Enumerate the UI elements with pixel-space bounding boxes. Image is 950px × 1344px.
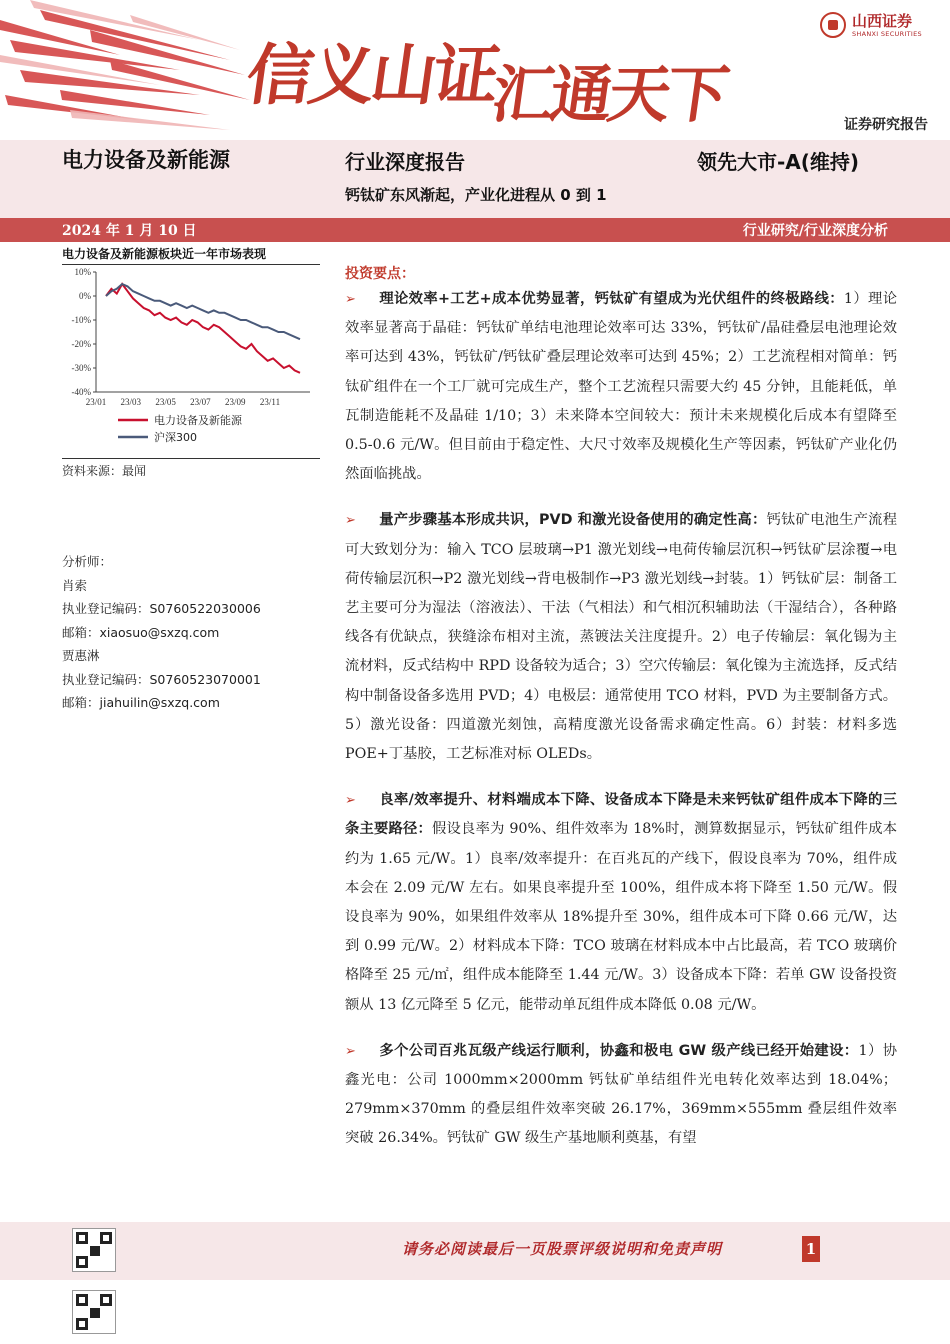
disclaimer-notice: 请务必阅读最后一页股票评级说明和免责声明 <box>402 1240 723 1258</box>
x-tick-label: 23/09 <box>224 397 246 407</box>
analyst-line: 贾惠淋 <box>62 648 100 663</box>
paragraph-lead: 量产步骤基本形成共识，PVD 和激光设备使用的确定性高： <box>379 512 767 529</box>
qr-code-icon <box>72 1290 116 1334</box>
paragraph-text: 1）协鑫光电：公司 1000mm×2000mm 钙钛矿单结组件光电转化效率达到 18.04%；279mm×370mm 的叠层组件效率突破 26.17%，369mm×555mm 叠层组件效率突破 26.34%。钙钛矿 GW 级生产基地顺利奠基，有望 <box>345 1042 897 1147</box>
company-logo <box>818 8 938 42</box>
y-tick-label: -20% <box>71 339 91 349</box>
highlight-paragraph <box>345 506 897 769</box>
report-type: 行业深度报告 <box>345 150 465 174</box>
y-tick-label: -10% <box>71 315 91 325</box>
x-tick-label: 23/03 <box>120 397 142 407</box>
highlight-paragraph <box>345 786 897 1020</box>
highlight-paragraph <box>345 285 897 489</box>
paragraph-lead: 多个公司百兆瓦级产线运行顺利，协鑫和极电 GW 级产线已经开始建设： <box>379 1042 859 1059</box>
report-subtitle: 钙钛矿东风渐起，产业化进程从 0 到 1 <box>345 186 607 204</box>
slogan <box>241 22 734 131</box>
paragraph-lead: 理论效率+工艺+成本优势显著，钙钛矿有望成为光伏组件的终极路线： <box>379 291 844 307</box>
bullet-arrow-icon: ➢ <box>345 1043 356 1059</box>
investment-highlights <box>345 263 897 1171</box>
paragraph-lead: 良率/效率提升、材料端成本下降、设备成本下降是未来钙钛矿组件成本下降的三条主要路径： <box>345 792 897 838</box>
series-line <box>106 284 300 339</box>
analyst-info <box>62 550 261 715</box>
report-date: 2024 年 1 月 10 日 <box>62 223 197 239</box>
analyst-line: 肖索 <box>62 577 88 593</box>
logo-name-en: SHANXI SECURITIES <box>852 30 922 38</box>
x-tick-label: 23/05 <box>155 397 176 407</box>
chart-title: 电力设备及新能源板块近一年市场表现 <box>62 245 320 265</box>
rating: 领先大市-A(维持) <box>697 150 860 174</box>
paragraph-text: 钙钛矿电池生产流程可大致划分为：输入 TCO 层玻璃→P1 激光划线→电荷传输层沉积→钙钛矿层涂覆→电荷传输层沉积→P2 激光划线→背电极制作→P3 激光划线→封装。1）钙钛矿层：制备工艺主要可分为湿法（溶液法）、干法（气相法）和气相沉积辅助法（干湿结合），各种路线各有优缺点，狭缝涂布相对主流，蒸镀法关注度提升。2）电子传输层：氧化锡为主流材料，反式结构中 RPD 设备较为适合；3）空穴传输层：氧化镍为主流选择，反式结构中制备设备多选用 PVD；4）电极层：通常使用 TCO 材料，PVD 为主要制备方式。5）激光设备：四道激光刻蚀，高精度激光设备需求确定性高。6）封装：材料多选 POE+丁基胶，工艺标准对标 OLEDs。 <box>345 512 897 763</box>
y-tick-label: -40% <box>71 387 91 397</box>
x-tick-label: 23/11 <box>259 397 281 407</box>
bullet-arrow-icon: ➢ <box>345 793 356 809</box>
x-tick-label: 23/01 <box>85 397 107 407</box>
qr-code-icon <box>72 1228 116 1272</box>
analyst-line: 邮箱：jiahuilin@sxzq.com <box>62 695 220 710</box>
logo-name-cn: 山西证券 <box>852 12 913 30</box>
section-heading: 投资要点： <box>345 266 415 282</box>
highlight-paragraph <box>345 1037 897 1154</box>
chart-source: 资料来源：最闻 <box>62 458 320 479</box>
page-number: 1 <box>802 1236 820 1262</box>
document-type: 证券研究报告 <box>844 117 928 133</box>
sector-name: 电力设备及新能源 <box>62 148 230 172</box>
analyst-label: 分析师： <box>62 554 113 569</box>
y-tick-label: 0% <box>79 291 91 301</box>
x-tick-label: 23/07 <box>190 397 211 407</box>
y-tick-label: -30% <box>71 363 91 373</box>
bullet-arrow-icon: ➢ <box>345 513 356 529</box>
slogan-part2: 汇通天下 <box>487 58 730 131</box>
analyst-line: 执业登记编码：S0760523070001 <box>62 671 261 687</box>
header-banner <box>0 0 950 140</box>
analyst-line: 邮箱：xiaosuo@sxzq.com <box>62 624 220 640</box>
paragraph-text: 1）理论效率显著高于晶硅：钙钛矿单结电池理论效率可达 33%，钙钛矿/晶硅叠层电池理论效率可达到 43%，钙钛矿/钙钛矿叠层理论效率可达到 45%；2）工艺流程相对简单：钙钛矿组件在一个工厂就可完成生产，整个工艺流程只需要大约 45 分钟，且能耗低，单瓦制造能耗不及晶硅 1/10；3）未来降本空间较大：预计未来规模化后成本有望降至 0.5-0.6 元/W。但目前由于稳定性、大尺寸效率及规模化生产等因素，钙钛矿产业化仍然面临挑战。 <box>345 291 897 483</box>
analyst-line: 执业登记编码：S0760522030006 <box>62 601 261 616</box>
market-performance-chart <box>62 264 320 456</box>
bullet-arrow-icon: ➢ <box>345 292 356 307</box>
paragraph-text: 假设良率为 90%、组件效率为 18%时，测算数据显示，钙钛矿组件成本约为 1.65 元/W。1）良率/效率提升：在百兆瓦的产线下，假设良率为 70%，组件成本会在 2.09 元/W 左右。如果良率提升至 100%，组件成本将下降至 1.50 元/W。假设良率为 90%，如果组件效率从 18%提升至 30%，组件成本可下降 0.66 元/W，达到 0.99 元/W。2）材料成本下降：TCO 玻璃在材料成本中占比最高，若 TCO 玻璃价格降至 25 元/㎡，组件成本能降至 1.44 元/W。3）设备成本下降：若单 GW 设备投资额从 13 亿元降至 5 亿元，能带动单瓦组件成本降低 0.08 元/W。 <box>345 821 898 1013</box>
legend-label: 沪深300 <box>154 431 197 444</box>
logo-mark-icon <box>820 12 846 38</box>
legend-label: 电力设备及新能源 <box>154 414 242 427</box>
report-category: 行业研究/行业深度分析 <box>742 223 888 239</box>
slogan-part1: 信义山证 <box>241 37 501 114</box>
y-tick-label: 10% <box>74 267 91 277</box>
